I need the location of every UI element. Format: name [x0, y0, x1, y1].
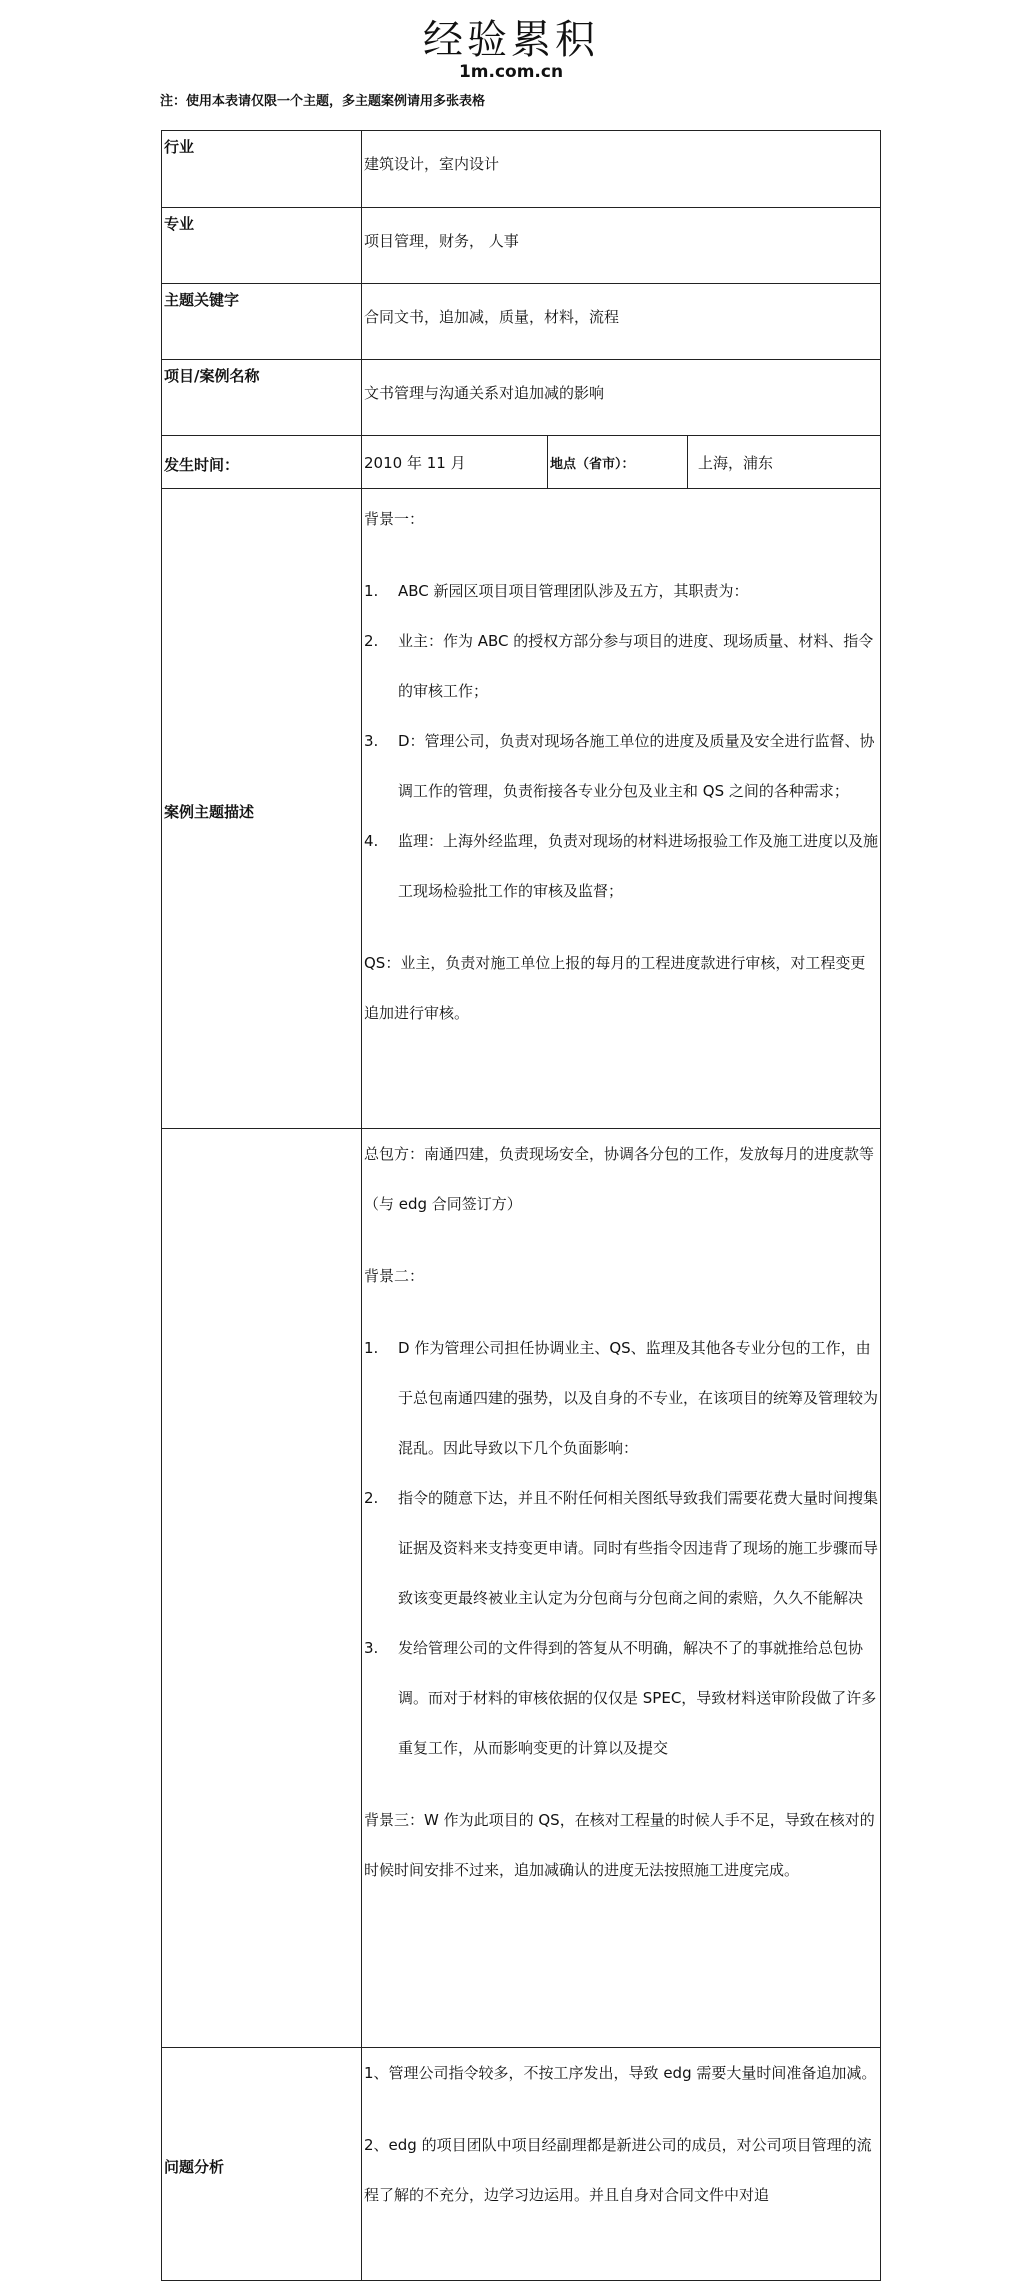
keywords-label: 主题关键字: [162, 284, 362, 360]
background-3-description: 背景三：W 作为此项目的 QS，在核对工程量的时候人手不足，导致在核对的时候时间安排不过来，追加减确认的进度无法按照施工进度完成。: [364, 1811, 875, 1879]
keywords-value: 合同文书，追加减，质量，材料，流程: [362, 284, 881, 360]
background-1-list: [364, 566, 878, 916]
case-description-part1: [362, 489, 881, 1129]
industry-label: 行业: [162, 131, 362, 208]
time-value: 2010 年 11 月: [362, 436, 548, 489]
document-subtitle: 1m.com.cn: [458, 62, 564, 82]
row-time-place: [162, 436, 881, 489]
place-value: 上海，浦东: [688, 436, 881, 489]
analysis-content: [362, 2048, 881, 2281]
analysis-label: 问题分析: [162, 2048, 362, 2281]
project-value: 文书管理与沟通关系对追加减的影响: [362, 360, 881, 436]
row-major: [162, 208, 881, 284]
major-label: 专业: [162, 208, 362, 284]
contractor-description: 总包方：南通四建，负责现场安全，协调各分包的工作，发放每月的进度款等（与 edg 合同签订方）: [364, 1145, 875, 1213]
analysis-point-1: 1、管理公司指令较多，不按工序发出，导致 edg 需要大量时间准备追加减。: [364, 2064, 877, 2082]
industry-value: 建筑设计，室内设计: [362, 131, 881, 208]
background-2-title: 背景二：: [364, 1267, 425, 1285]
major-value: 项目管理，财务， 人事: [362, 208, 881, 284]
row-project: [162, 360, 881, 436]
list-item: 1. ABC 新园区项目项目管理团队涉及五方，其职责为：: [364, 582, 749, 600]
case-description-part2: [362, 1129, 881, 2048]
qs-description: QS：业主，负责对施工单位上报的每月的工程进度款进行审核，对工程变更追加进行审核。: [364, 954, 866, 1022]
document-title: 经验累积: [423, 17, 599, 63]
time-label: 发生时间：: [162, 436, 362, 489]
list-item: 2. 指令的随意下达，并且不附任何相关图纸导致我们需要花费大量时间搜集证据及资料来支持变更申请。同时有些指令因违背了现场的施工步骤而导致该变更最终被业主认定为分包商与分包商之间的索赔，久久不能解决: [364, 1489, 879, 1607]
row-case-background-2: [162, 1129, 881, 2048]
row-keywords: [162, 284, 881, 360]
place-label: 地点（省市）：: [548, 436, 688, 489]
list-item: 3. D：管理公司，负责对现场各施工单位的进度及质量及安全进行监督、协调工作的管理，负责衔接各专业分包及业主和 QS 之间的各种需求；: [364, 732, 875, 800]
project-label: 项目/案例名称: [162, 360, 362, 436]
background-2-list: [364, 1323, 878, 1773]
case-label: 案例主题描述: [162, 489, 362, 1129]
list-item: 4. 监理：上海外经监理，负责对现场的材料进场报验工作及施工进度以及施工现场检验批工作的审核及监督；: [364, 832, 879, 900]
row-industry: [162, 131, 881, 208]
list-item: 3. 发给管理公司的文件得到的答复从不明确，解决不了的事就推给总包协调。而对于材料的审核依据的仅仅是 SPEC，导致材料送审阶段做了许多重复工作，从而影响变更的计算以及提交: [364, 1639, 877, 1757]
experience-form-table: [161, 130, 881, 2281]
background-1-title: 背景一：: [364, 510, 425, 528]
list-item: 1. D 作为管理公司担任协调业主、QS、监理及其他各专业分包的工作，由于总包南通四建的强势，以及自身的不专业，在该项目的统筹及管理较为混乱。因此导致以下几个负面影响：: [364, 1339, 879, 1457]
analysis-point-2: 2、edg 的项目团队中项目经副理都是新进公司的成员，对公司项目管理的流程了解的不充分，边学习边运用。并且自身对合同文件中对追: [364, 2136, 872, 2204]
usage-note: 注：使用本表请仅限一个主题，多主题案例请用多张表格: [160, 94, 486, 109]
row-case-background-1: [162, 489, 881, 1129]
list-item: 2. 业主：作为 ABC 的授权方部分参与项目的进度、现场质量、材料、指令的审核工作；: [364, 632, 874, 700]
case-label-empty: [162, 1129, 362, 2048]
row-analysis: [162, 2048, 881, 2281]
